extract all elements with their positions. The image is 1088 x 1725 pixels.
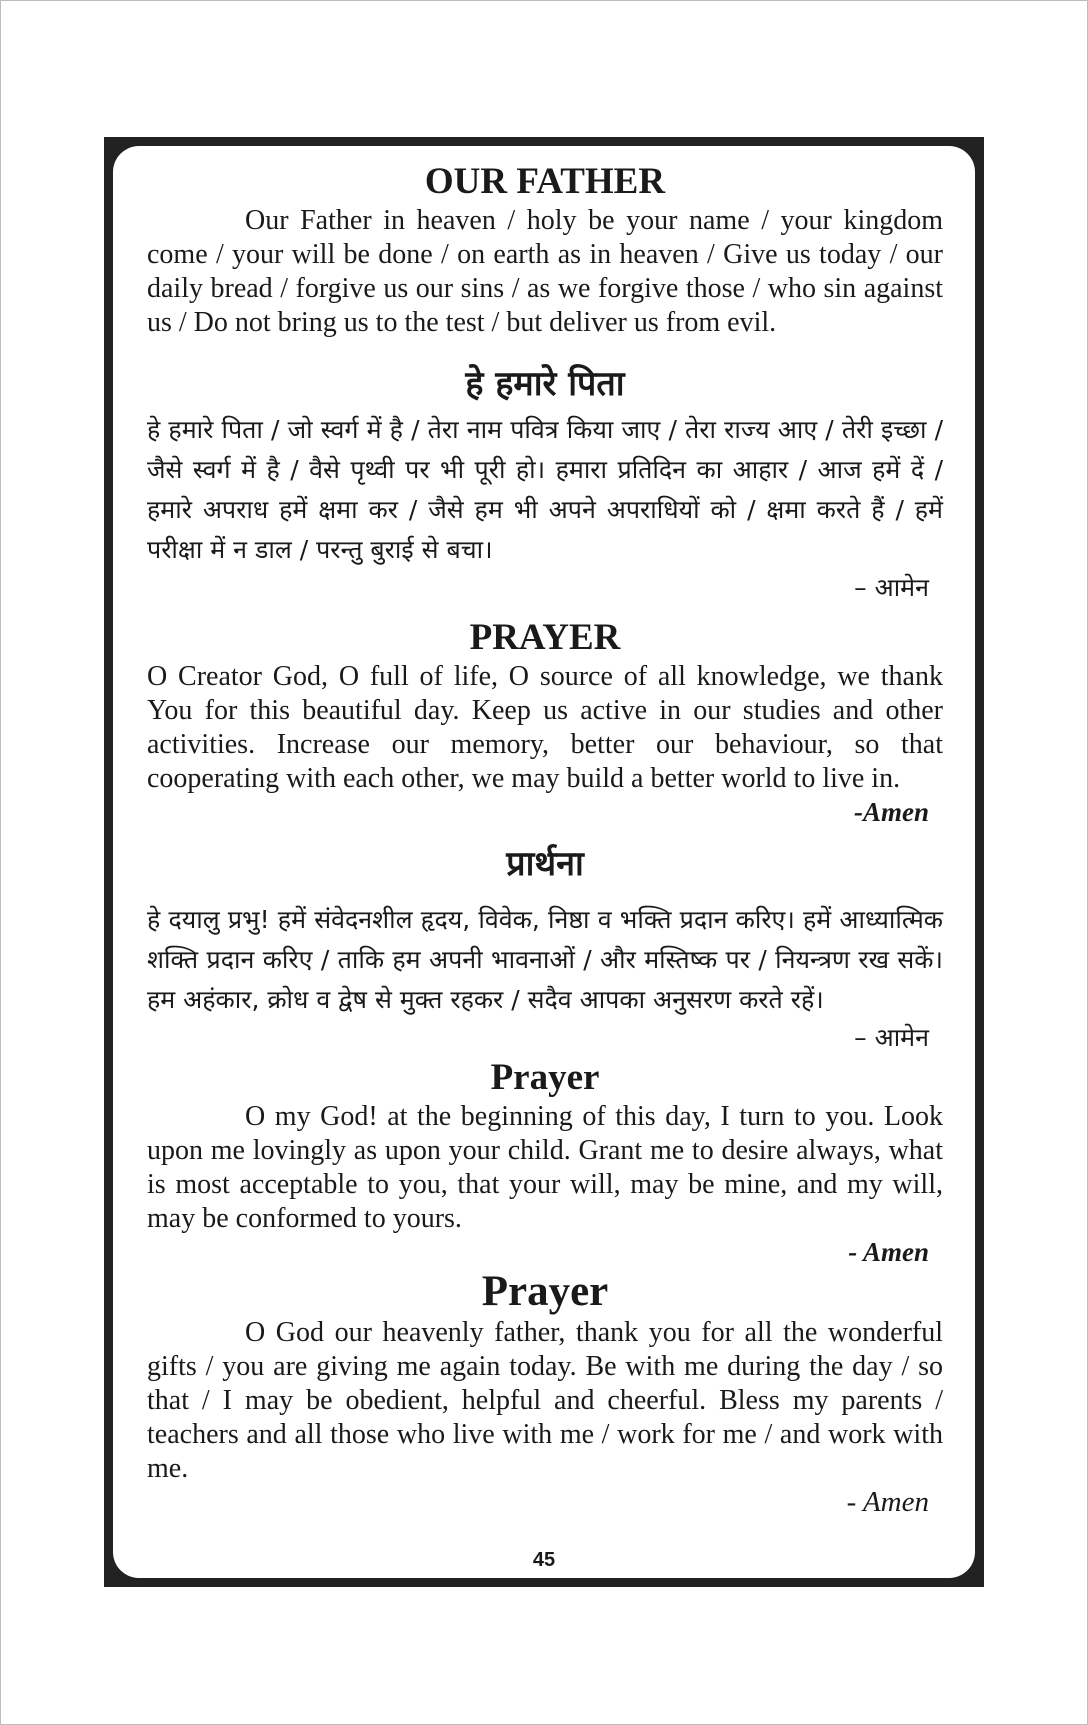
page-number: 45 [532,1549,556,1571]
morning-prayer-section [147,1056,943,1268]
section-body: O God our heavenly father, thank you for all the wonderful gifts / you are giving me again today. Be with me during the day / so that / I may be obedient, helpful and cheerful. Bless my parents / teachers and all those who live with me / work for me / and work with me. [147,1317,943,1484]
page-panel [104,137,984,1587]
prayer-card [113,146,975,1578]
hindi-prayer-section [147,838,943,1056]
section-body: Our Father in heaven / holy be your name / your kingdom come / your will be done / on earth as in heaven / Give us today / our daily bread / forgive us our sins / as we forgive those / who sin against us / Do not bring us to the test / but deliver us from evil. [147,205,943,338]
section-body: O Creator God, O full of life, O source of all knowledge, we thank You for this beautiful day. Keep us active in our studies and other activities. Increase our memory, better our behaviour, so that cooperating with each other, we may build a better world to live in. [147,661,943,794]
section-title: Prayer [490,1057,600,1098]
section-title: हे हमारे पिता [465,364,625,404]
prayer-section [147,616,943,828]
amen-label: – आमेन [854,573,929,602]
amen-label: -Amen [853,797,929,827]
section-body: O my God! at the beginning of this day, I turn to you. Look upon me lovingly as upon your child. Grant me to desire always, what is most acceptable to you, that your will, may be mine, and my will, may be conformed to yours. [147,1101,943,1234]
section-title: OUR FATHER [424,161,666,202]
amen-label: - Amen [848,1237,929,1267]
amen-label: – आमेन [854,1023,929,1052]
section-body: हे दयालु प्रभु! हमें संवेदनशील हृदय, विवेक, निष्ठा व भक्ति प्रदान करिए। हमें आध्यात्मिक शक्ति प्रदान करिए / ताकि हम अपनी भावनाओं / और मस्तिष्क पर / नियन्त्रण रख सकें। हम अहंकार, क्रोध व द्वेष से मुक्त रहकर / सदैव आपका अनुसरण करते रहें। [147,905,943,1014]
amen-label: - Amen [846,1486,929,1518]
section-title: PRAYER [469,617,621,658]
section-title: प्रार्थना [506,844,584,884]
hindi-our-father-section [147,358,943,606]
section-title: Prayer [481,1268,609,1315]
heavenly-father-prayer-section [147,1268,943,1518]
section-body: हे हमारे पिता / जो स्वर्ग में है / तेरा नाम पवित्र किया जाए / तेरा राज्य आए / तेरी इच्छा / जैसे स्वर्ग में है / वैसे पृथ्वी पर भी पूरी हो। हमारा प्रतिदिन का आहार / आज हमें दें / हमारे अपराध हमें क्षमा कर / जैसे हम भी अपने अपराधियों को / क्षमा करते हैं / हमें परीक्षा में न डाल / परन्तु बुराई से बचा। [147,415,943,564]
our-father-section [147,160,943,340]
